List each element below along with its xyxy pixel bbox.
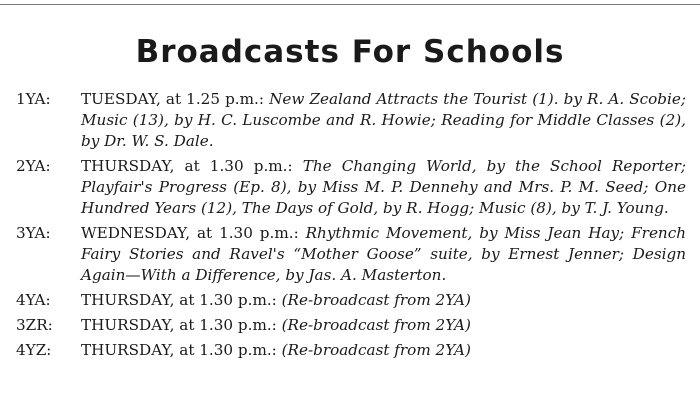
station-code: 3ZR:	[16, 316, 53, 334]
station-code: 4YZ:	[16, 341, 52, 359]
station-code: 2YA:	[16, 157, 51, 175]
broadcast-entry	[16, 290, 686, 311]
programme-listing: (Re-broadcast from 2YA)	[281, 341, 471, 359]
entry-body	[81, 156, 686, 219]
broadcast-entry	[16, 315, 686, 336]
broadcast-day-time: TUESDAY, at 1.25 p.m.:	[81, 90, 264, 108]
top-rule	[0, 4, 700, 5]
broadcast-day-time: THURSDAY, at 1.30 p.m.:	[81, 157, 293, 175]
broadcast-entry	[16, 340, 686, 361]
programme-listing: Rhythmic Movement, by Miss Jean Hay; French Fairy Stories and Ravel's “Mother Goose” suite, by Ernest Jenner; Design Again—With a Difference, by Jas. A. Masterton.	[81, 224, 686, 284]
broadcast-entry	[16, 223, 686, 286]
station-code: 4YA:	[16, 291, 51, 309]
entry-body	[81, 89, 686, 152]
station-code: 1YA:	[16, 90, 51, 108]
entry-body	[81, 290, 686, 311]
broadcast-day-time: WEDNESDAY, at 1.30 p.m.:	[81, 224, 299, 242]
broadcast-day-time: THURSDAY, at 1.30 p.m.:	[81, 316, 277, 334]
programme-listing: (Re-broadcast from 2YA)	[281, 291, 471, 309]
broadcast-entry	[16, 156, 686, 219]
broadcast-day-time: THURSDAY, at 1.30 p.m.:	[81, 291, 277, 309]
programme-listing: New Zealand Attracts the Tourist (1). by R. A. Scobie; Music (13), by H. C. Luscombe and R. Howie; Reading for Middle Classes (2), by Dr. W. S. Dale.	[81, 90, 686, 150]
station-code: 3YA:	[16, 224, 51, 242]
broadcast-list	[16, 89, 686, 365]
page-title: Broadcasts For Schools	[135, 34, 565, 70]
programme-listing: (Re-broadcast from 2YA)	[281, 316, 471, 334]
programme-listing: The Changing World, by the School Reporter; Playfair's Progress (Ep. 8), by Miss M. P. Dennehy and Mrs. P. M. Seed; One Hundred Years (12), The Days of Gold, by R. Hogg; Music (8), by T. J. Young.	[81, 157, 686, 217]
broadcast-entry	[16, 89, 686, 152]
entry-body	[81, 315, 686, 336]
entry-body	[81, 340, 686, 361]
broadcast-day-time: THURSDAY, at 1.30 p.m.:	[81, 341, 277, 359]
entry-body	[81, 223, 686, 286]
